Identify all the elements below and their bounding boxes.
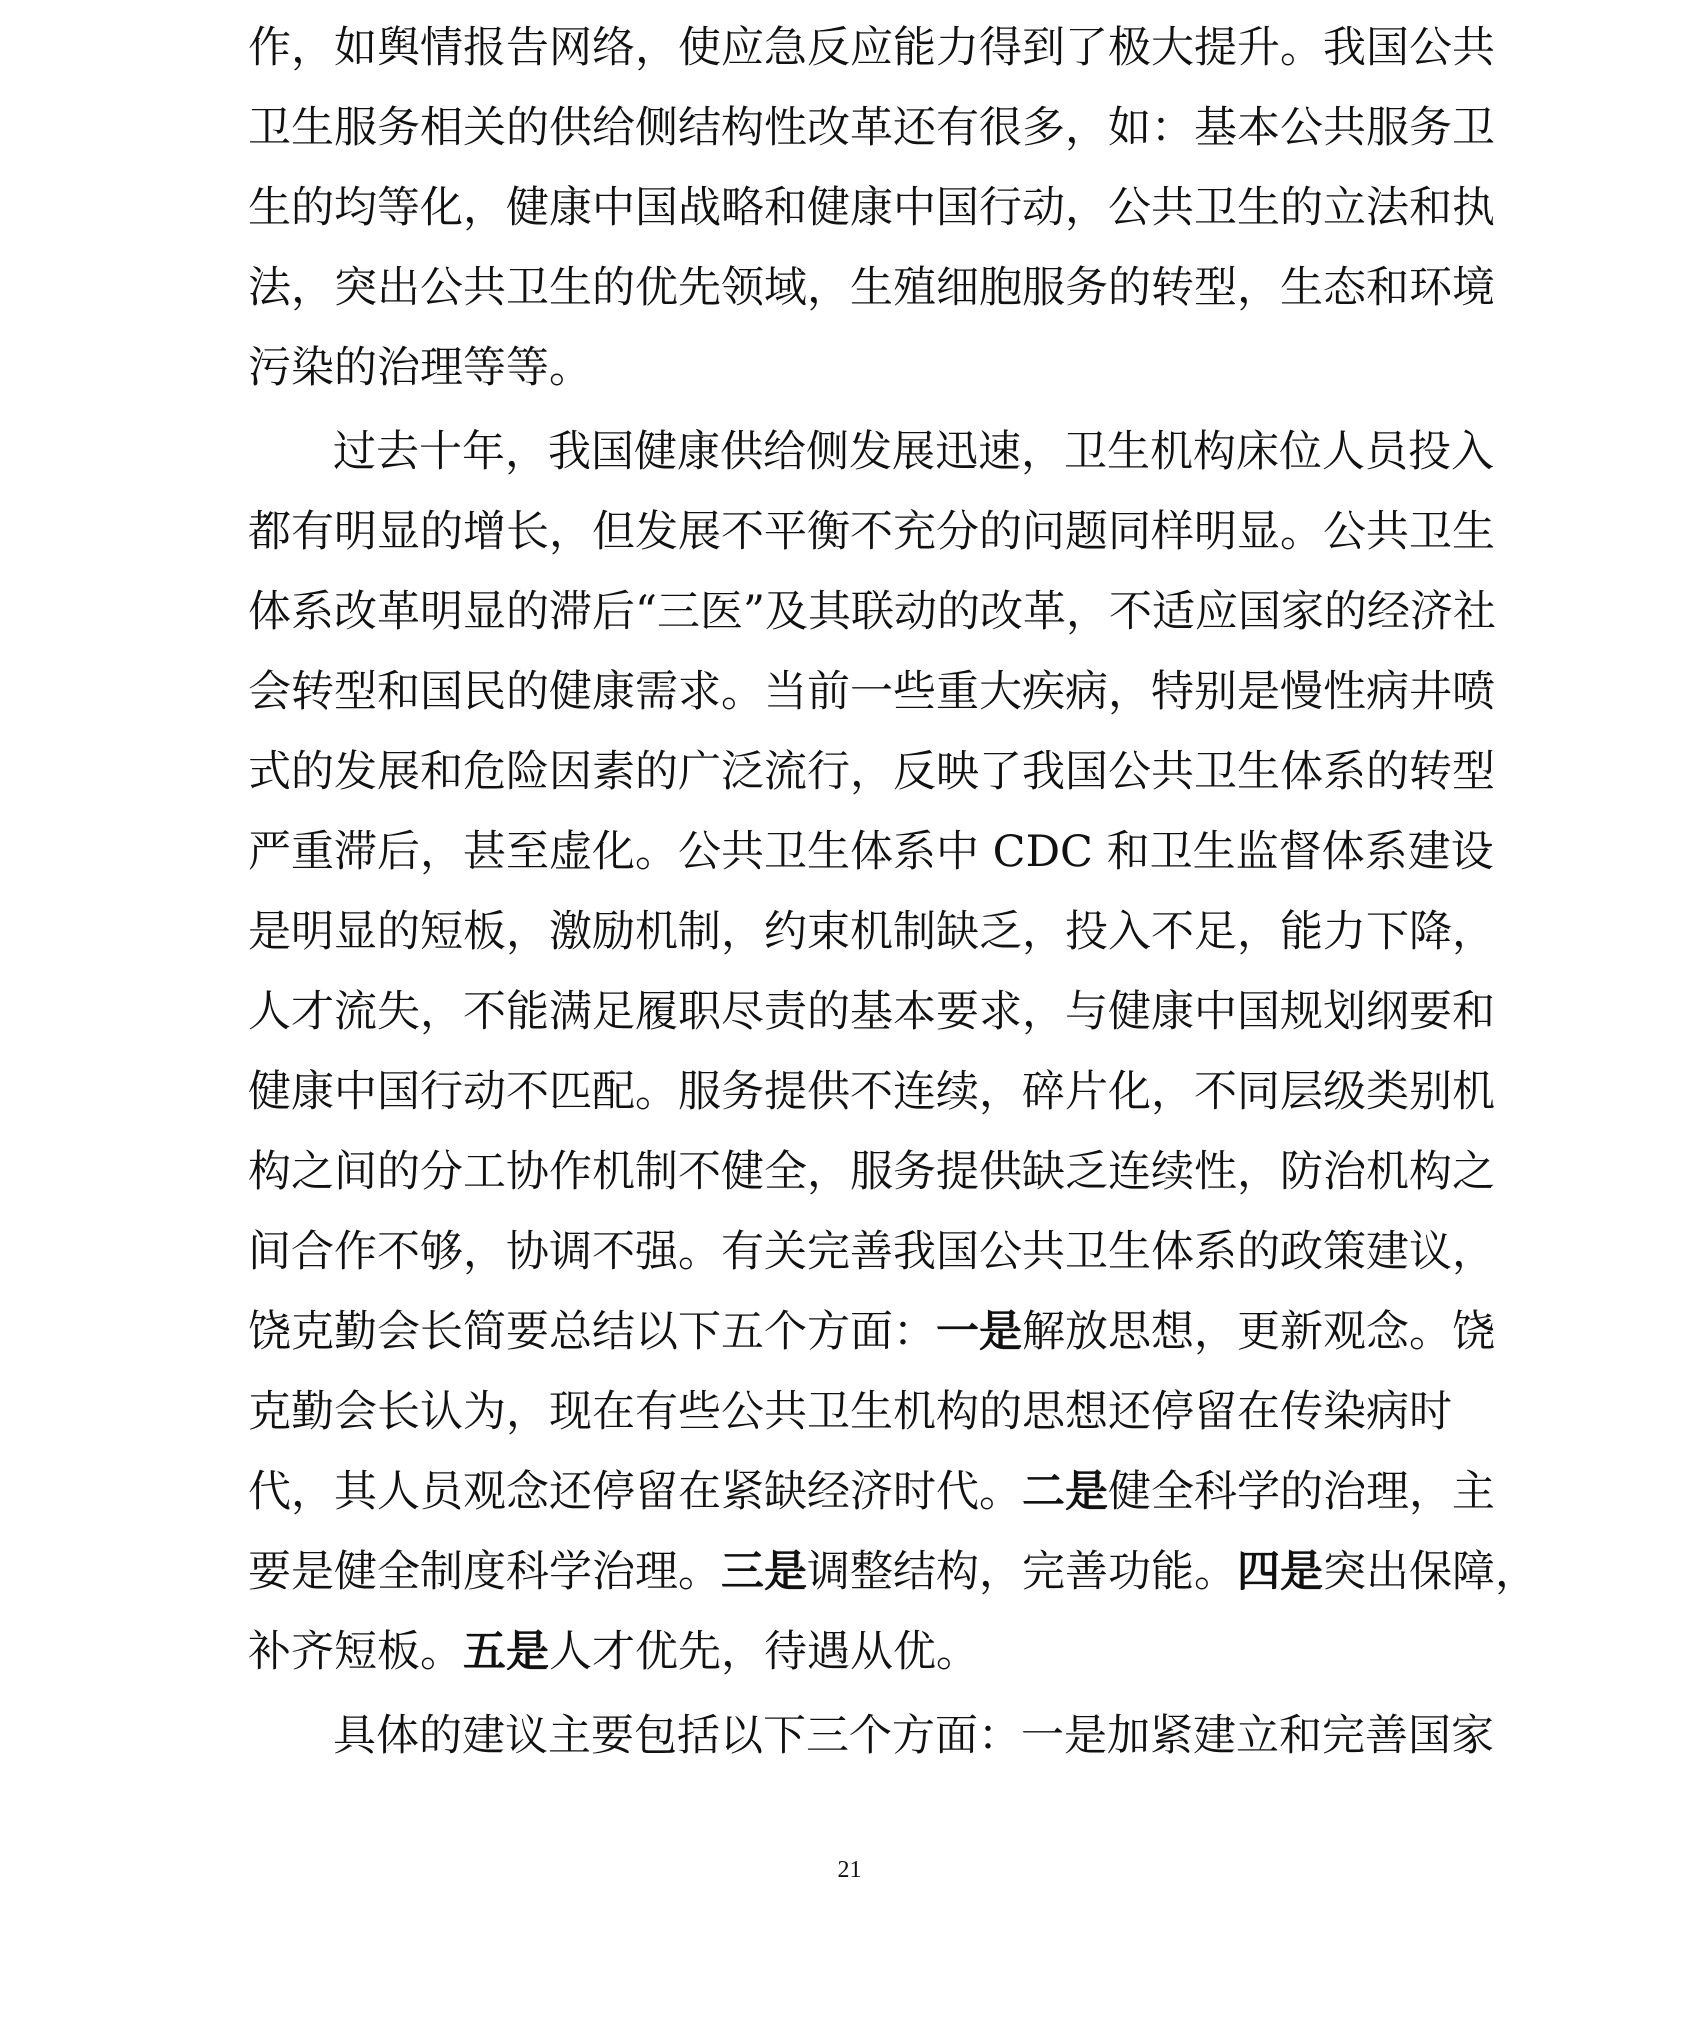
text-line: 都有明显的增长，但发展不平衡不充分的问题同样明显。公共卫生 (248, 507, 1495, 557)
text-line: 构之间的分工协作机制不健全，服务提供缺乏连续性，防治机构之 (248, 1147, 1495, 1197)
page-number: 21 (837, 1857, 862, 1883)
text-line: 间合作不够，协调不强。有关完善我国公共卫生体系的政策建议， (248, 1227, 1495, 1277)
emphasis-text: 四是 (1237, 1547, 1323, 1597)
text-line: 式的发展和危险因素的广泛流行，反映了我国公共卫生体系的转型 (248, 747, 1495, 797)
emphasis-text: 五是 (463, 1627, 549, 1677)
text-span: 健全科学的治理，主 (1108, 1467, 1495, 1517)
text-line: 健康中国行动不匹配。服务提供不连续，碎片化，不同层级类别机 (248, 1067, 1495, 1117)
text-line (248, 1622, 1438, 1682)
text-span: 人才优先，待遇从优。 (549, 1627, 979, 1677)
text-line: 污染的治理等等。 (248, 343, 592, 393)
text-line: 严重滞后，甚至虚化。公共卫生体系中 CDC 和卫生监督体系建设 (248, 827, 1494, 877)
text-span: 饶克勤会长简要总结以下五个方面： (248, 1307, 936, 1357)
text-line: 体系改革明显的滞后“三医”及其联动的改革，不适应国家的经济社 (248, 587, 1496, 637)
text-span: 突出保障， (1323, 1547, 1538, 1597)
text-line: 卫生服务相关的供给侧结构性改革还有很多，如：基本公共服务卫 (248, 103, 1495, 153)
text-span: 要是健全制度科学治理。 (248, 1547, 721, 1597)
text-line: 过去十年，我国健康供给侧发展迅速，卫生机构床位人员投入 (333, 427, 1494, 477)
text-line (248, 1542, 1538, 1602)
text-line: 人才流失，不能满足履职尽责的基本要求，与健康中国规划纲要和 (248, 987, 1495, 1037)
text-span: 调整结构，完善功能。 (807, 1547, 1237, 1597)
text-span: 代，其人员观念还停留在紧缺经济时代。 (248, 1467, 1022, 1517)
emphasis-text: 三是 (721, 1547, 807, 1597)
text-line: 具体的建议主要包括以下三个方面：一是加紧建立和完善国家 (333, 1711, 1494, 1761)
text-line: 作，如舆情报告网络，使应急反应能力得到了极大提升。我国公共 (248, 23, 1495, 73)
text-line: 是明显的短板，激励机制，约束机制缺乏，投入不足，能力下降， (248, 907, 1495, 957)
text-span: 补齐短板。 (248, 1627, 463, 1677)
emphasis-text: 二是 (1022, 1467, 1108, 1517)
emphasis-text: 一是 (936, 1307, 1022, 1357)
text-line: 克勤会长认为，现在有些公共卫生机构的思想还停留在传染病时 (248, 1387, 1452, 1437)
text-line: 会转型和国民的健康需求。当前一些重大疾病，特别是慢性病井喷 (248, 667, 1495, 717)
text-line: 生的均等化，健康中国战略和健康中国行动，公共卫生的立法和执 (248, 183, 1495, 233)
text-line (248, 1462, 1495, 1522)
text-line (248, 1302, 1495, 1362)
text-span: 解放思想，更新观念。饶 (1022, 1307, 1495, 1357)
text-line: 法，突出公共卫生的优先领域，生殖细胞服务的转型，生态和环境 (248, 263, 1495, 313)
